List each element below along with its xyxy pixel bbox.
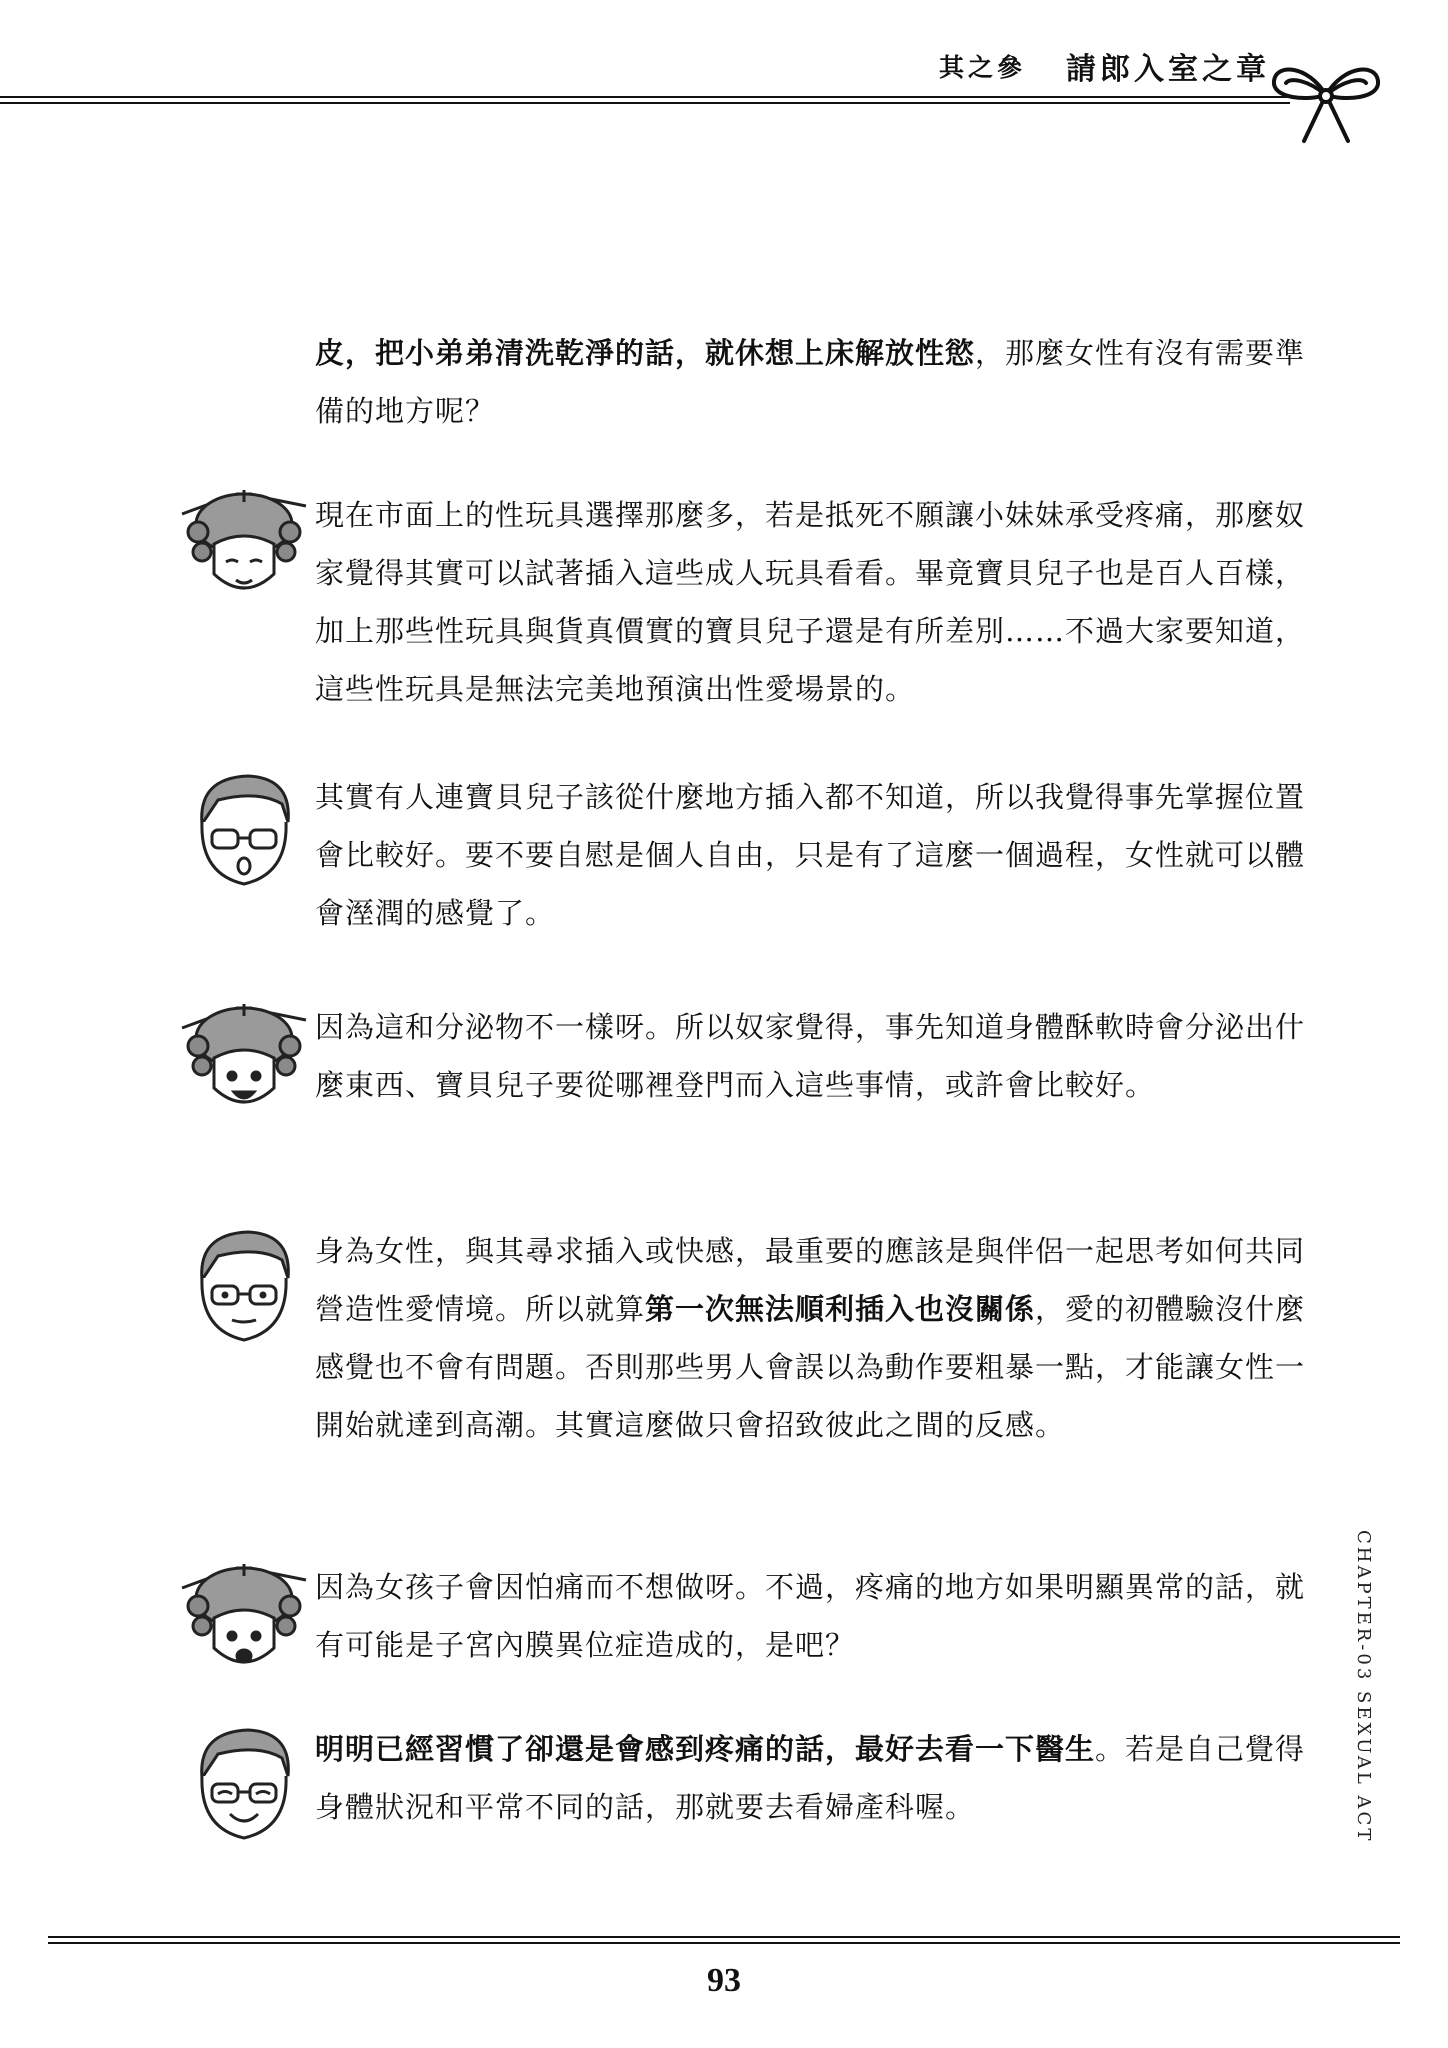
page-number: 93 (707, 1962, 741, 1999)
intro-paragraph (315, 324, 1315, 440)
bold-emphasis: 第一次無法順利插入也沒關係 (645, 1292, 1036, 1326)
chapter-title: 請郎入室之章 (1066, 52, 1270, 87)
geisha-face-icon (178, 1558, 310, 1690)
intro-text: ，那麼女性有沒有需要準備的地方呢？ (315, 336, 1306, 428)
running-header (880, 44, 1270, 88)
doctor-face-icon (178, 1718, 310, 1850)
dialogue-1-text: 現在市面上的性玩具選擇那麼多，若是抵死不願讓小妹妹承受疼痛，那麼奴家覺得其實可以試著插入這些成人玩具看看。畢竟寶貝兒子也是百人百樣，加上那些性玩具與貨真價實的寶貝兒子還是有所差別……不過大家要知道，這些性玩具是無法完美地預演出性愛場景的。 (315, 498, 1306, 706)
dialogue-5-text: 因為女孩子會因怕痛而不想做呀。不過，疼痛的地方如果明顯異常的話，就有可能是子宮內膜異位症造成的，是吧？ (315, 1570, 1306, 1662)
footer-rule-bottom (48, 1942, 1400, 1944)
ribbon-bow-icon (1268, 55, 1384, 147)
doctor-face-icon (178, 1220, 310, 1352)
geisha-face-icon (178, 484, 310, 616)
dialogue-4-text: 身為女性，與其尋求插入或快感，最重要的應該是與伴侶一起思考如何共同營造性愛情境。所以就算第一次無法順利插入也沒關係，愛的初體驗沒什麼感覺也不會有問題。否則那些男人會誤以為動作要粗暴一點，才能讓女性一開始就達到高潮。其實這麼做只會招致彼此之間的反感。 (315, 1234, 1306, 1442)
chapter-label: 其之參 (938, 53, 1026, 82)
header-rule-top (0, 96, 1290, 98)
dialogue-6-text: 明明已經習慣了卻還是會感到疼痛的話，最好去看一下醫生。若是自己覺得身體狀況和平常不同的話，那就要去看婦產科喔。 (315, 1732, 1306, 1824)
intro-bold-text: 皮，把小弟弟清洗乾淨的話，就休想上床解放性慾 (315, 336, 976, 370)
chapter-side-label: CHAPTER-03 SEXUAL ACT (1353, 1530, 1374, 1844)
dialogue-3-text: 因為這和分泌物不一樣呀。所以奴家覺得，事先知道身體酥軟時會分泌出什麼東西、寶貝兒子要從哪裡登門而入這些事情，或許會比較好。 (315, 1010, 1306, 1102)
bold-emphasis: 明明已經習慣了卻還是會感到疼痛的話，最好去看一下醫生 (315, 1732, 1096, 1766)
footer-rule-top (48, 1936, 1400, 1938)
dialogue-2-text: 其實有人連寶貝兒子該從什麼地方插入都不知道，所以我覺得事先掌握位置會比較好。要不要自慰是個人自由，只是有了這麼一個過程，女性就可以體會溼潤的感覺了。 (315, 780, 1306, 930)
geisha-face-icon (178, 998, 310, 1130)
header-rule-bottom (0, 102, 1290, 104)
doctor-face-icon (178, 764, 310, 896)
